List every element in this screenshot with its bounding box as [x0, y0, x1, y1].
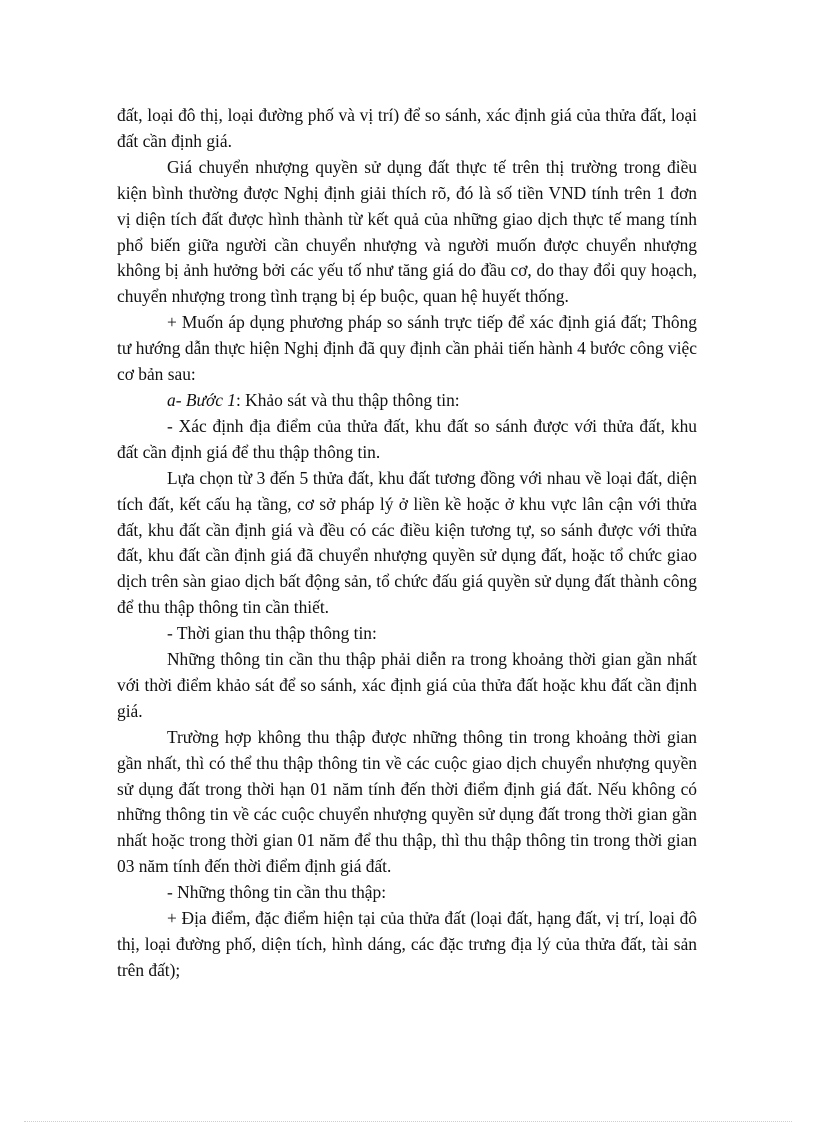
page-bottom-divider — [24, 1121, 792, 1122]
paragraph-location: - Xác định địa điểm của thửa đất, khu đất so sánh được với thửa đất, khu đất cần định giá để thu thập thông tin. — [117, 415, 697, 462]
document-body — [117, 103, 697, 984]
paragraph-method-intro: + Muốn áp dụng phương pháp so sánh trực tiếp để xác định giá đất; Thông tư hướng dẫn thực hiện Nghị định đã quy định cần phải tiến hành 4 bước công việc cơ bản sau: — [117, 312, 697, 385]
paragraph-continuation: đất, loại đô thị, loại đường phố và vị trí) để so sánh, xác định giá của thửa đất, loại đất cần định giá. — [117, 105, 697, 151]
paragraph-fallback-period: Trường hợp không thu thập được những thông tin trong khoảng thời gian gần nhất, thì có thể thu thập thông tin về các cuộc giao dịch chuyển nhượng quyền sử dụng đất trong thời hạn 01 năm tính đến thời điểm định giá đất. Nếu không có những thông tin về các cuộc chuyển nhượng quyền sử dụng đất trong thời gian gần nhất hoặc trong thời gian 01 năm để thu thập, thì thu thập thông tin trong thời gian 03 năm tính đến thời điểm định giá đất. — [117, 726, 697, 877]
step-1-label: a- Bước 1 — [167, 389, 236, 410]
paragraph-time-requirement: Những thông tin cần thu thập phải diễn ra trong khoảng thời gian gần nhất với thời điểm khảo sát để so sánh, xác định giá của thửa đất hoặc khu đất cần định giá. — [117, 649, 697, 721]
step-1-text: : Khảo sát và thu thập thông tin: — [236, 389, 460, 410]
paragraph-time-heading: - Thời gian thu thập thông tin: — [167, 623, 377, 644]
paragraph-market-price: Giá chuyển nhượng quyền sử dụng đất thực tế trên thị trường trong điều kiện bình thường được Nghị định giải thích rõ, đó là số tiền VND tính trên 1 đơn vị diện tích đất được hình thành từ kết quả của những giao dịch thực tế mang tính phổ biến giữa người cần chuyển nhượng và người muốn được chuyển nhượng không bị ảnh hưởng bởi các yếu tố như tăng giá do đầu cơ, do thay đổi quy hoạch, chuyển nhượng trong tình trạng bị ép buộc, quan hệ huyết thống. — [117, 156, 697, 307]
paragraph-info-heading: - Những thông tin cần thu thập: — [167, 882, 387, 903]
step-1-heading — [117, 388, 697, 414]
paragraph-selection: Lựa chọn từ 3 đến 5 thửa đất, khu đất tương đồng với nhau về loại đất, diện tích đất, kết cấu hạ tầng, cơ sở pháp lý ở liền kề hoặc ở khu vực lân cận với thửa đất, khu đất cần định giá và đều có các điều kiện tương tự, so sánh được với thửa đất, khu đất cần định giá đã chuyển nhượng quyền sử dụng đất, hoặc tổ chức giao dịch trên sàn giao dịch bất động sản, tổ chức đấu giá quyền sử dụng đất thành công để thu thập thông tin cần thiết. — [117, 467, 697, 618]
paragraph-info-details: + Địa điểm, đặc điểm hiện tại của thửa đất (loại đất, hạng đất, vị trí, loại đô thị, loại đường phố, diện tích, hình dáng, các đặc trưng địa lý của thửa đất, tài sản trên đất); — [117, 908, 697, 980]
